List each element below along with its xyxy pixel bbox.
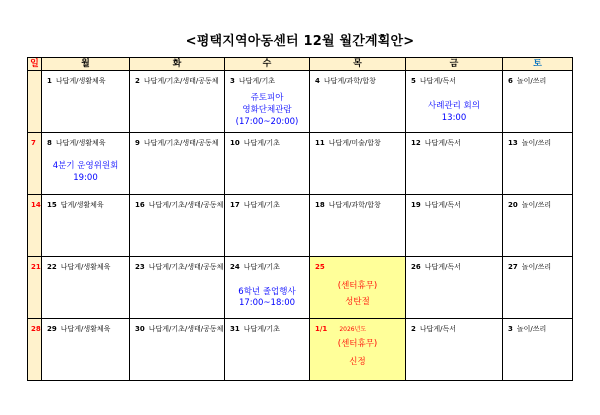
day-program: 나답게/생활체육 [60, 325, 111, 333]
day-number: 25 [315, 263, 325, 271]
day-number: 22 [47, 263, 57, 271]
holiday-label: (센터휴무) [337, 281, 378, 291]
day-number: 7 [31, 139, 36, 147]
day-number: 4 [315, 77, 320, 85]
day-program: 놀이/쓰리 [516, 77, 547, 85]
page-title: <평택지역아동센터 12월 월간계획안> [185, 34, 415, 49]
day-program: 나답게/기초/생태/공동체 [143, 139, 219, 147]
day-cell [225, 257, 310, 319]
day-number: 9 [135, 139, 140, 147]
day-cell [503, 133, 573, 195]
day-cell [42, 71, 130, 133]
calendar-week-row [28, 133, 573, 195]
day-cell [225, 195, 310, 257]
day-program: 나답게/독서 [419, 325, 457, 333]
event-text: 쥬토피아 [250, 93, 284, 103]
day-number: 12 [411, 139, 421, 147]
day-cell [503, 319, 573, 381]
day-number: 27 [508, 263, 518, 271]
day-cell-sun [28, 257, 42, 319]
day-program: 나답게/독서 [424, 139, 461, 147]
day-cell [406, 319, 503, 381]
day-program: 나답게/생활체육 [55, 139, 106, 147]
holiday-name: 신정 [349, 357, 366, 367]
day-number: 14 [31, 201, 41, 209]
day-cell [130, 133, 225, 195]
day-cell [310, 195, 406, 257]
event-time: (17:00~20:00) [235, 117, 299, 127]
event-time: 13:00 [441, 113, 467, 123]
day-number: 21 [31, 263, 41, 271]
day-program: 나답게/독서 [424, 263, 461, 271]
year-label: 2026년도 [339, 326, 367, 333]
day-cell [503, 195, 573, 257]
event-time: 17:00~18:00 [238, 298, 296, 308]
day-number: 17 [230, 201, 240, 209]
day-cell [310, 133, 406, 195]
day-number: 2 [411, 325, 416, 333]
day-program: 나답게/독서 [419, 77, 457, 85]
day-program: 나답게/기초/생태/공동체 [148, 201, 224, 209]
calendar-week-row [28, 257, 573, 319]
day-program: 놀이/쓰리 [521, 139, 552, 147]
event-time: 19:00 [73, 173, 98, 183]
day-cell-holiday [310, 257, 406, 319]
day-number: 31 [230, 325, 240, 333]
day-cell-sun [28, 133, 42, 195]
day-cell [225, 71, 310, 133]
day-program: 나답게/생활체육 [60, 263, 111, 271]
day-cell [130, 71, 225, 133]
day-cell [406, 133, 503, 195]
day-cell-sun [28, 319, 42, 381]
day-program: 나답게/독서 [424, 201, 461, 209]
day-number: 29 [47, 325, 57, 333]
day-number: 19 [411, 201, 421, 209]
day-program: 나답게/기초 [243, 263, 280, 271]
day-number: 28 [31, 325, 41, 333]
day-cell-sun [28, 71, 42, 133]
day-program: 나답게/과학/합창 [328, 201, 381, 209]
calendar-week-row [28, 319, 573, 381]
day-program: 나답게/기초 [243, 325, 280, 333]
day-number: 1/1 [315, 325, 328, 333]
day-number: 2 [135, 77, 140, 85]
header-sun: 일 [28, 58, 42, 71]
day-number: 11 [315, 139, 325, 147]
event-text: 6학년 졸업행사 [238, 287, 296, 297]
header-mon: 월 [42, 58, 130, 71]
day-program: 나답게/과학/합창 [323, 77, 376, 85]
day-cell [130, 195, 225, 257]
day-number: 13 [508, 139, 518, 147]
day-number: 8 [47, 139, 52, 147]
day-number: 10 [230, 139, 240, 147]
calendar-table [27, 57, 573, 381]
day-cell-sun [28, 195, 42, 257]
day-number: 1 [47, 77, 52, 85]
holiday-name: 성탄절 [345, 297, 370, 307]
day-number: 20 [508, 201, 518, 209]
day-program: 나답게/미술/합창 [328, 139, 381, 147]
day-cell [225, 319, 310, 381]
event-text: 4분기 운영위원회 [52, 161, 119, 171]
day-number: 30 [135, 325, 145, 333]
day-program: 나답게/기초 [243, 201, 280, 209]
day-cell [310, 71, 406, 133]
day-cell [406, 195, 503, 257]
day-program: 나답게/생활체육 [55, 77, 106, 85]
day-cell [42, 133, 130, 195]
day-number: 24 [230, 263, 240, 271]
day-program: 놀이/쓰리 [516, 325, 547, 333]
day-program: 나답게/기초/생태/공동체 [148, 325, 224, 333]
day-cell [503, 71, 573, 133]
day-program: 놀이/쓰리 [521, 263, 552, 271]
day-program: 나답게/기초 [243, 139, 280, 147]
event-text: 사례관리 회의 [428, 101, 480, 111]
day-number: 3 [508, 325, 513, 333]
day-cell [42, 257, 130, 319]
day-cell [130, 319, 225, 381]
calendar-header-row [28, 58, 573, 71]
header-thu: 목 [310, 58, 406, 71]
day-program: 답게/생활체육 [60, 201, 104, 209]
calendar-week-row [28, 195, 573, 257]
day-cell [503, 257, 573, 319]
day-cell [42, 319, 130, 381]
day-cell [406, 71, 503, 133]
day-cell [42, 195, 130, 257]
day-number: 16 [135, 201, 145, 209]
day-program: 놀이/쓰리 [521, 201, 552, 209]
header-sat: 토 [503, 58, 573, 71]
day-program: 나답게/기초/생태/공동체 [148, 263, 224, 271]
calendar-week-row [28, 71, 573, 133]
day-number: 18 [315, 201, 325, 209]
day-program: 나답게/기초/생태/공동체 [143, 77, 219, 85]
day-number: 3 [230, 77, 235, 85]
header-fri: 금 [406, 58, 503, 71]
day-number: 26 [411, 263, 421, 271]
day-number: 6 [508, 77, 513, 85]
event-text: 영화단체관람 [242, 105, 292, 115]
day-number: 5 [411, 77, 416, 85]
day-cell-holiday [310, 319, 406, 381]
day-number: 23 [135, 263, 145, 271]
day-number: 15 [47, 201, 57, 209]
day-cell [225, 133, 310, 195]
header-wed: 수 [225, 58, 310, 71]
day-program: 나답게/기초 [238, 77, 276, 85]
header-tue: 화 [130, 58, 225, 71]
day-cell [130, 257, 225, 319]
holiday-label: (센터휴무) [337, 339, 378, 349]
day-cell [406, 257, 503, 319]
